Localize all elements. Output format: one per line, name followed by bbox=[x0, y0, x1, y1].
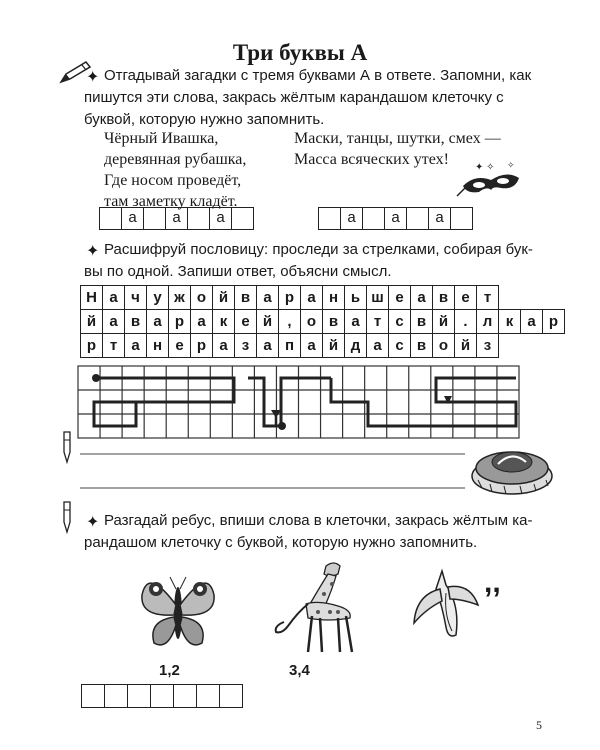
answer-cell[interactable]: а bbox=[165, 207, 188, 230]
rebus-answer-cells bbox=[82, 684, 243, 708]
cipher-cell: ж bbox=[169, 286, 191, 310]
giraffe-icon bbox=[268, 556, 368, 656]
riddle-2: Маски, танцы, шутки, смех — Масса всяческих утех! bbox=[294, 130, 501, 168]
task1-instructions: Отгадывай загадки с тремя буквами А в ответе. Запомни, как bbox=[104, 67, 532, 84]
cipher-cell: д bbox=[345, 334, 367, 358]
answer-cell[interactable] bbox=[104, 684, 128, 708]
rebus-caption-1: 1,2 bbox=[159, 662, 180, 679]
path-dot bbox=[278, 422, 286, 430]
svg-text:✧: ✧ bbox=[507, 160, 515, 170]
pen-icon bbox=[58, 500, 78, 540]
cipher-cell: ш bbox=[367, 286, 389, 310]
cipher-cell: е bbox=[169, 334, 191, 358]
task1-instructions-cont: пишутся эти слова, закрась жёлтым карандашом клеточку с буквой, которую нужно запомнить. bbox=[84, 89, 504, 128]
cipher-cell: а bbox=[213, 334, 235, 358]
cipher-row-1 bbox=[81, 286, 565, 310]
answer-cell[interactable] bbox=[150, 684, 174, 708]
pen-icon bbox=[58, 430, 78, 470]
writing-lines bbox=[60, 430, 470, 500]
answer-cell[interactable]: а bbox=[384, 207, 407, 230]
rebus-commas: ,, bbox=[484, 566, 501, 599]
answer-cell[interactable]: а bbox=[340, 207, 363, 230]
answer-cell[interactable] bbox=[127, 684, 151, 708]
cipher-cell: з bbox=[235, 334, 257, 358]
cipher-cell: р bbox=[543, 310, 565, 334]
cipher-cell: ч bbox=[125, 286, 147, 310]
cipher-cell: р bbox=[279, 286, 301, 310]
cipher-cell: ь bbox=[345, 286, 367, 310]
answer-cell[interactable] bbox=[318, 207, 341, 230]
cipher-cell: в bbox=[433, 286, 455, 310]
cipher-cell: в bbox=[235, 286, 257, 310]
answer-cell[interactable] bbox=[143, 207, 166, 230]
cipher-cell: в bbox=[411, 334, 433, 358]
cipher-cell: с bbox=[389, 310, 411, 334]
cipher-cell: а bbox=[125, 334, 147, 358]
answer-cell[interactable] bbox=[187, 207, 210, 230]
answer-cell[interactable] bbox=[196, 684, 220, 708]
cipher-cell: т bbox=[367, 310, 389, 334]
cipher-cell: е bbox=[235, 310, 257, 334]
task3-instructions: Разгадай ребус, впиши слова в клеточки, закрась жёлтым ка- bbox=[104, 512, 533, 529]
cipher-cell: а bbox=[257, 286, 279, 310]
answer-cell[interactable]: а bbox=[121, 207, 144, 230]
task-star-icon: ✦ bbox=[86, 243, 100, 260]
task-star-icon: ✦ bbox=[86, 514, 100, 531]
cipher-cell: п bbox=[279, 334, 301, 358]
rebus-caption-2: 3,4 bbox=[289, 662, 310, 679]
cipher-cell: , bbox=[279, 310, 301, 334]
cipher-cell: а bbox=[257, 334, 279, 358]
cipher-cell: к bbox=[499, 310, 521, 334]
cipher-cell: з bbox=[477, 334, 499, 358]
cipher-cell: р bbox=[191, 334, 213, 358]
cipher-cell: о bbox=[191, 286, 213, 310]
cipher-cell: . bbox=[455, 310, 477, 334]
cipher-cell: а bbox=[103, 310, 125, 334]
pie-icon bbox=[468, 440, 556, 498]
riddle-1: Чёрный Ивашка, деревянная рубашка, Где носом проведёт, там заметку кладёт. bbox=[104, 130, 247, 210]
cipher-cell: н bbox=[147, 334, 169, 358]
answer-cells-1 bbox=[100, 207, 254, 230]
svg-text:✦ ✧: ✦ ✧ bbox=[475, 162, 495, 173]
cipher-cell: й bbox=[323, 334, 345, 358]
page-number: 5 bbox=[536, 718, 542, 732]
cipher-cell: с bbox=[389, 334, 411, 358]
cipher-cell: а bbox=[147, 310, 169, 334]
cipher-cell: й bbox=[81, 310, 103, 334]
answer-cell[interactable]: а bbox=[428, 207, 451, 230]
cipher-cell: о bbox=[301, 310, 323, 334]
butterfly-icon bbox=[138, 565, 218, 655]
cipher-cell: а bbox=[191, 310, 213, 334]
answer-cells-2 bbox=[319, 207, 473, 230]
cipher-cell: а bbox=[301, 334, 323, 358]
cipher-cell: а bbox=[103, 286, 125, 310]
cipher-cell: у bbox=[147, 286, 169, 310]
answer-cell[interactable] bbox=[219, 684, 243, 708]
task2-instructions-cont: вы по одной. Запиши ответ, объясни смысл. bbox=[84, 263, 392, 280]
cipher-cell: й bbox=[433, 310, 455, 334]
answer-cell[interactable] bbox=[450, 207, 473, 230]
cipher-cell: в bbox=[125, 310, 147, 334]
banana-icon bbox=[412, 565, 482, 645]
cipher-cell: а bbox=[411, 286, 433, 310]
cipher-cell: р bbox=[169, 310, 191, 334]
cipher-grid bbox=[80, 285, 565, 358]
answer-cell[interactable] bbox=[362, 207, 385, 230]
task2-instructions: Расшифруй пословицу: проследи за стрелками, собирая бук- bbox=[104, 241, 533, 258]
page-title: Три буквы А bbox=[232, 40, 368, 65]
cipher-cell: е bbox=[455, 286, 477, 310]
cipher-cell: р bbox=[81, 334, 103, 358]
cipher-cell: о bbox=[433, 334, 455, 358]
cipher-cell: а bbox=[367, 334, 389, 358]
cipher-cell: л bbox=[477, 310, 499, 334]
cipher-cell: к bbox=[213, 310, 235, 334]
cipher-cell: а bbox=[521, 310, 543, 334]
cipher-cell: а bbox=[345, 310, 367, 334]
cipher-row-3 bbox=[81, 334, 565, 358]
answer-cell[interactable] bbox=[231, 207, 254, 230]
cipher-cell: е bbox=[389, 286, 411, 310]
task-star-icon: ✦ bbox=[86, 69, 100, 86]
cipher-cell: в bbox=[411, 310, 433, 334]
cipher-cell: т bbox=[477, 286, 499, 310]
cipher-cell: т bbox=[103, 334, 125, 358]
cipher-cell: й bbox=[257, 310, 279, 334]
path-start-dot bbox=[92, 374, 100, 382]
answer-cell[interactable] bbox=[173, 684, 197, 708]
cipher-cell: й bbox=[213, 286, 235, 310]
task3-instructions-cont: рандашом клеточку с буквой, которую нужно запомнить. bbox=[84, 534, 478, 551]
cipher-row-2 bbox=[81, 310, 565, 334]
answer-cell[interactable] bbox=[81, 684, 105, 708]
answer-cell[interactable] bbox=[406, 207, 429, 230]
cipher-cell: й bbox=[455, 334, 477, 358]
answer-cell[interactable] bbox=[99, 207, 122, 230]
cipher-cell: в bbox=[323, 310, 345, 334]
arrow-path-grid bbox=[76, 364, 521, 440]
answer-cell[interactable]: а bbox=[209, 207, 232, 230]
cipher-cell: Н bbox=[81, 286, 103, 310]
cipher-cell: н bbox=[323, 286, 345, 310]
carnival-mask-icon bbox=[455, 160, 525, 200]
cipher-cell: а bbox=[301, 286, 323, 310]
